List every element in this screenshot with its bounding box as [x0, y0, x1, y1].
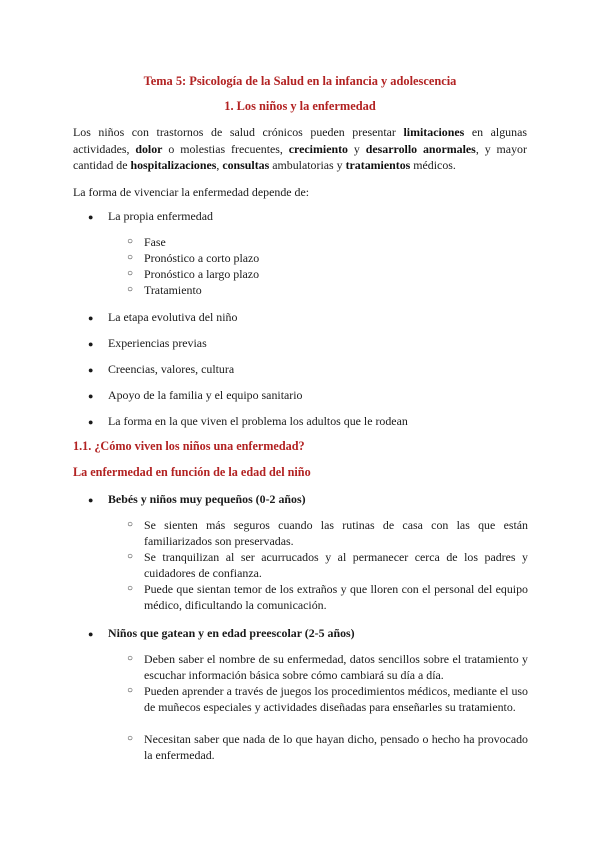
document-page: Tema 5: Psicología de la Salud en la infancia y adolescencia 1. Los niños y la enfermedad Los niños con trastornos de salud crónicos pueden presentar limitaciones en algunas actividades, dolor o molestias frecuentes, crecimiento y desarrollo anormales, y mayor cantidad de hospitalizaciones, consultas ambulatorias y tratamientos médicos. La forma de vivenciar la enfermedad depende de: ● La propia enfermedad ○ Fase ○ Pronóstico a corto plazo ○ Pronóstico a largo plazo ○ Tratamiento ● La etapa evolutiva del niño ● Experiencias previas ● Creencias, valores, cultura ● Apoyo de la familia y el equipo sanitario ● La forma en la que viven el problema los adultos que le rodean 1.1. ¿Cómo viven los niños una enfermedad? La enfermedad en función de la edad del niño ● Bebés y niños muy pequeños (0-2 años) ○ Se sienten más seguros cuando las rutinas de casa con las que están familiarizados son preservadas. ○ Se tranquilizan al ser acurrucados y al permanecer cerca de los padres y cuidadores de confianza. ○ Puede que sientan temor de los extraños y que lloren con el personal del equipo médico, dificultando la comunicación. ● Niños que gatean y en edad preescolar (2-5 años) ○ Deben saber el nombre de su enfermedad, datos sencillos sobre el tratamiento y escuchar información básica sobre cómo cambiará su día a día. ○ Pueden aprender a través de juegos los procedimientos médicos, mediante el uso de muñecos especiales y actividades diseñadas para enseñarles su tratamiento. ○ Necesitan saber que nada de lo que hayan dicho, pensado o hecho ha provocado la enfermedad.	[0, 0, 600, 848]
bullet-disc-icon: ●	[88, 365, 94, 375]
bullet-circle-icon: ○	[127, 733, 134, 744]
bullet-disc-icon: ●	[88, 495, 94, 505]
bullet-circle-icon: ○	[127, 583, 134, 594]
bullet-circle-icon: ○	[127, 284, 134, 295]
bullet-circle-icon: ○	[127, 685, 134, 696]
bullet-circle-icon: ○	[127, 519, 134, 530]
bullet-disc-icon: ●	[88, 313, 94, 323]
bullet-disc-icon: ●	[88, 417, 94, 427]
bullet-circle-icon: ○	[127, 653, 134, 664]
subsection-title: 1.1. ¿Cómo viven los niños una enfermedad?	[73, 439, 305, 453]
document-title: Tema 5: Psicología de la Salud en la infancia y adolescencia	[143, 74, 457, 88]
bullet-disc-icon: ●	[88, 339, 94, 349]
bullet-circle-icon: ○	[127, 551, 134, 562]
bullet-circle-icon: ○	[127, 252, 134, 263]
section-title: 1. Los niños y la enfermedad	[224, 99, 376, 113]
bullet-disc-icon: ●	[88, 629, 94, 639]
vivenciar-paragraph: La forma de vivenciar la enfermedad depende de:	[73, 185, 310, 199]
bullet-circle-icon: ○	[127, 236, 134, 247]
bullet-disc-icon: ●	[88, 391, 94, 401]
age-heading: La enfermedad en función de la edad del niño	[73, 465, 311, 479]
intro-paragraph: Los niños con trastornos de salud crónicos pueden presentar limitaciones en algunas actividades, dolor o molestias frecuentes, crecimiento y desarrollo anormales, y mayor cantidad de hospitalizaciones, consultas ambulatorias y tratamientos médicos.	[73, 125, 527, 172]
bullet-disc-icon: ●	[88, 212, 94, 222]
bullet-circle-icon: ○	[127, 268, 134, 279]
